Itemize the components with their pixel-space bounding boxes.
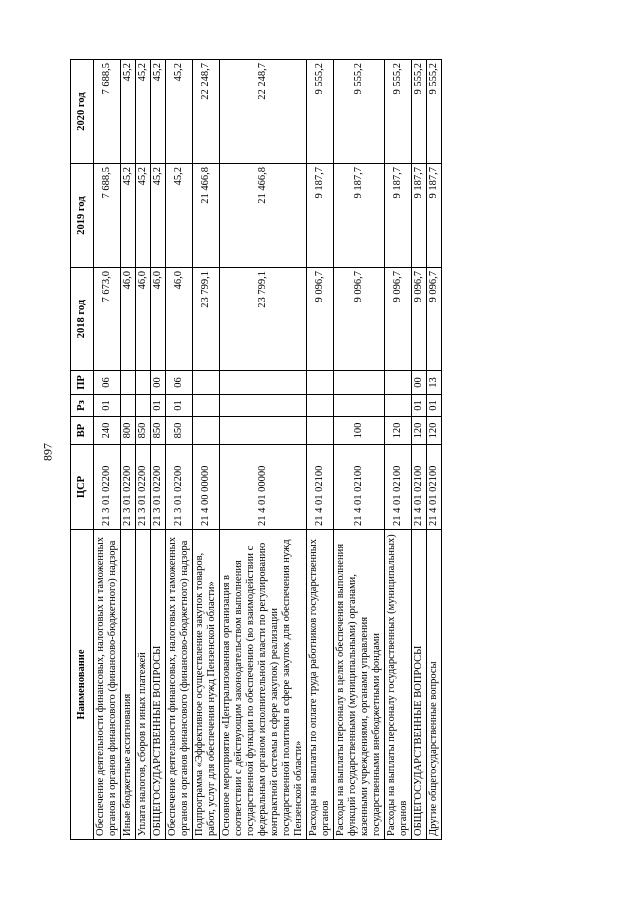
row-name: Обеспечение деятельности финансовых, налоговых и таможенных органов и органов финансового (финансово-бюджетного) надзора: [166, 530, 193, 840]
row-vr: 850: [166, 417, 193, 445]
row-pr: [220, 371, 307, 395]
table-row: [166, 60, 193, 840]
row-pr: 13: [427, 371, 442, 395]
row-2019: 21 466,8: [193, 164, 220, 268]
row-2020: 9 555,2: [427, 60, 442, 164]
row-2020: 45,2: [166, 60, 193, 164]
table-row: [412, 60, 427, 840]
row-2018: 46,0: [151, 268, 166, 371]
table-row: [334, 60, 385, 840]
table-row: [94, 60, 121, 840]
row-2020: 9 555,2: [307, 60, 334, 164]
table-row: [193, 60, 220, 840]
row-rz: 01: [412, 395, 427, 417]
table-body: [94, 60, 442, 840]
row-2020: 9 555,2: [412, 60, 427, 164]
row-pr: [385, 371, 412, 395]
row-rz: [307, 395, 334, 417]
row-2019: 9 187,7: [385, 164, 412, 268]
row-name: Иные бюджетные ассигнования: [121, 530, 136, 840]
row-2018: 23 799,1: [193, 268, 220, 371]
row-2019: 9 187,7: [412, 164, 427, 268]
row-pr: 06: [166, 371, 193, 395]
row-2019: 7 688,5: [94, 164, 121, 268]
rotated-table-container: [70, 60, 560, 840]
row-vr: 100: [334, 417, 385, 445]
header-vr: ВР: [71, 417, 94, 445]
header-2018: 2018 год: [71, 268, 94, 371]
table-row: [385, 60, 412, 840]
row-2019: 45,2: [166, 164, 193, 268]
row-vr: 120: [385, 417, 412, 445]
row-vr: [193, 417, 220, 445]
row-pr: [121, 371, 136, 395]
row-csr: 21 4 01 02100: [334, 445, 385, 530]
row-2020: 45,2: [136, 60, 151, 164]
row-pr: [334, 371, 385, 395]
row-vr: 800: [121, 417, 136, 445]
row-name: Расходы на выплаты персоналу государственных (муниципальных) органов: [385, 530, 412, 840]
row-vr: 120: [412, 417, 427, 445]
row-2018: 46,0: [121, 268, 136, 371]
row-name: Основное мероприятие «Централизованная организация в соответствии с действующим законодательством выполнения государственной функции по обеспечению (во взаимодействии с федеральным органом исполнительной власти по регулированию контрактной системы в сфере закупок) реализации государственной политики в сфере закупок для обеспечения нужд Пензенской области»: [220, 530, 307, 840]
header-2019: 2019 год: [71, 164, 94, 268]
row-pr: 00: [151, 371, 166, 395]
row-2018: 9 096,7: [427, 268, 442, 371]
row-2018: 9 096,7: [307, 268, 334, 371]
table-row: [121, 60, 136, 840]
row-rz: 01: [166, 395, 193, 417]
row-2018: 23 799,1: [220, 268, 307, 371]
row-2019: 45,2: [151, 164, 166, 268]
row-name: Расходы на выплаты по оплате труда работников государственных органов: [307, 530, 334, 840]
row-csr: 21 3 01 02200: [136, 445, 151, 530]
page-number: 897: [40, 443, 55, 461]
row-csr: 21 4 01 02100: [427, 445, 442, 530]
table-header-row: [71, 60, 94, 840]
table-row: [151, 60, 166, 840]
row-csr: 21 4 01 02100: [307, 445, 334, 530]
row-2018: 9 096,7: [385, 268, 412, 371]
row-rz: [121, 395, 136, 417]
table-row: [427, 60, 442, 840]
row-rz: 01: [427, 395, 442, 417]
row-name: Подпрограмма «Эффективное осуществление закупок товаров, работ, услуг для обеспечения нужд Пензенской области»: [193, 530, 220, 840]
row-2018: 7 673,0: [94, 268, 121, 371]
row-csr: 21 3 01 02200: [94, 445, 121, 530]
row-2018: 46,0: [166, 268, 193, 371]
row-csr: 21 4 01 02100: [412, 445, 427, 530]
row-2020: 22 248,7: [220, 60, 307, 164]
row-2019: 9 187,7: [334, 164, 385, 268]
header-pr: ПР: [71, 371, 94, 395]
row-pr: [193, 371, 220, 395]
table-row: [307, 60, 334, 840]
row-vr: 850: [151, 417, 166, 445]
row-csr: 21 3 01 02200: [121, 445, 136, 530]
row-pr: [136, 371, 151, 395]
row-2018: 9 096,7: [412, 268, 427, 371]
header-2020: 2020 год: [71, 60, 94, 164]
row-csr: 21 3 01 02200: [166, 445, 193, 530]
row-vr: [220, 417, 307, 445]
header-rz: Рз: [71, 395, 94, 417]
row-2019: 9 187,7: [307, 164, 334, 268]
row-vr: 850: [136, 417, 151, 445]
row-pr: 06: [94, 371, 121, 395]
row-2020: 7 688,5: [94, 60, 121, 164]
row-2020: 45,2: [151, 60, 166, 164]
table-row: [220, 60, 307, 840]
row-name: Уплата налогов, сборов и иных платежей: [136, 530, 151, 840]
row-2018: 9 096,7: [334, 268, 385, 371]
row-2020: 45,2: [121, 60, 136, 164]
header-name: Наименование: [71, 530, 94, 840]
row-vr: 240: [94, 417, 121, 445]
row-rz: [220, 395, 307, 417]
row-2019: 9 187,7: [427, 164, 442, 268]
row-pr: [307, 371, 334, 395]
row-csr: 21 4 01 00000: [220, 445, 307, 530]
budget-table: [70, 59, 442, 840]
row-name: Расходы на выплаты персоналу в целях обеспечения выполнения функций государственными (муниципальными) органами, казенными учреждениями, органами управления государственными внебюджетными фондами: [334, 530, 385, 840]
row-2019: 45,2: [136, 164, 151, 268]
row-csr: 21 4 01 02100: [385, 445, 412, 530]
row-2019: 45,2: [121, 164, 136, 268]
row-rz: 01: [151, 395, 166, 417]
row-rz: 01: [94, 395, 121, 417]
row-2018: 46,0: [136, 268, 151, 371]
row-csr: 21 3 01 02200: [151, 445, 166, 530]
row-rz: [193, 395, 220, 417]
row-rz: [334, 395, 385, 417]
row-name: ОБЩЕГОСУДАРСТВЕННЫЕ ВОПРОСЫ: [412, 530, 427, 840]
row-pr: 00: [412, 371, 427, 395]
row-name: ОБЩЕГОСУДАРСТВЕННЫЕ ВОПРОСЫ: [151, 530, 166, 840]
row-2020: 9 555,2: [334, 60, 385, 164]
row-rz: [385, 395, 412, 417]
row-vr: 120: [427, 417, 442, 445]
row-rz: [136, 395, 151, 417]
row-name: Другие общегосударственные вопросы: [427, 530, 442, 840]
row-vr: [307, 417, 334, 445]
row-name: Обеспечение деятельности финансовых, налоговых и таможенных органов и органов финансового (финансово-бюджетного) надзора: [94, 530, 121, 840]
row-csr: 21 4 00 00000: [193, 445, 220, 530]
header-csr: ЦСР: [71, 445, 94, 530]
row-2019: 21 466,8: [220, 164, 307, 268]
row-2020: 9 555,2: [385, 60, 412, 164]
row-2020: 22 248,7: [193, 60, 220, 164]
table-row: [136, 60, 151, 840]
